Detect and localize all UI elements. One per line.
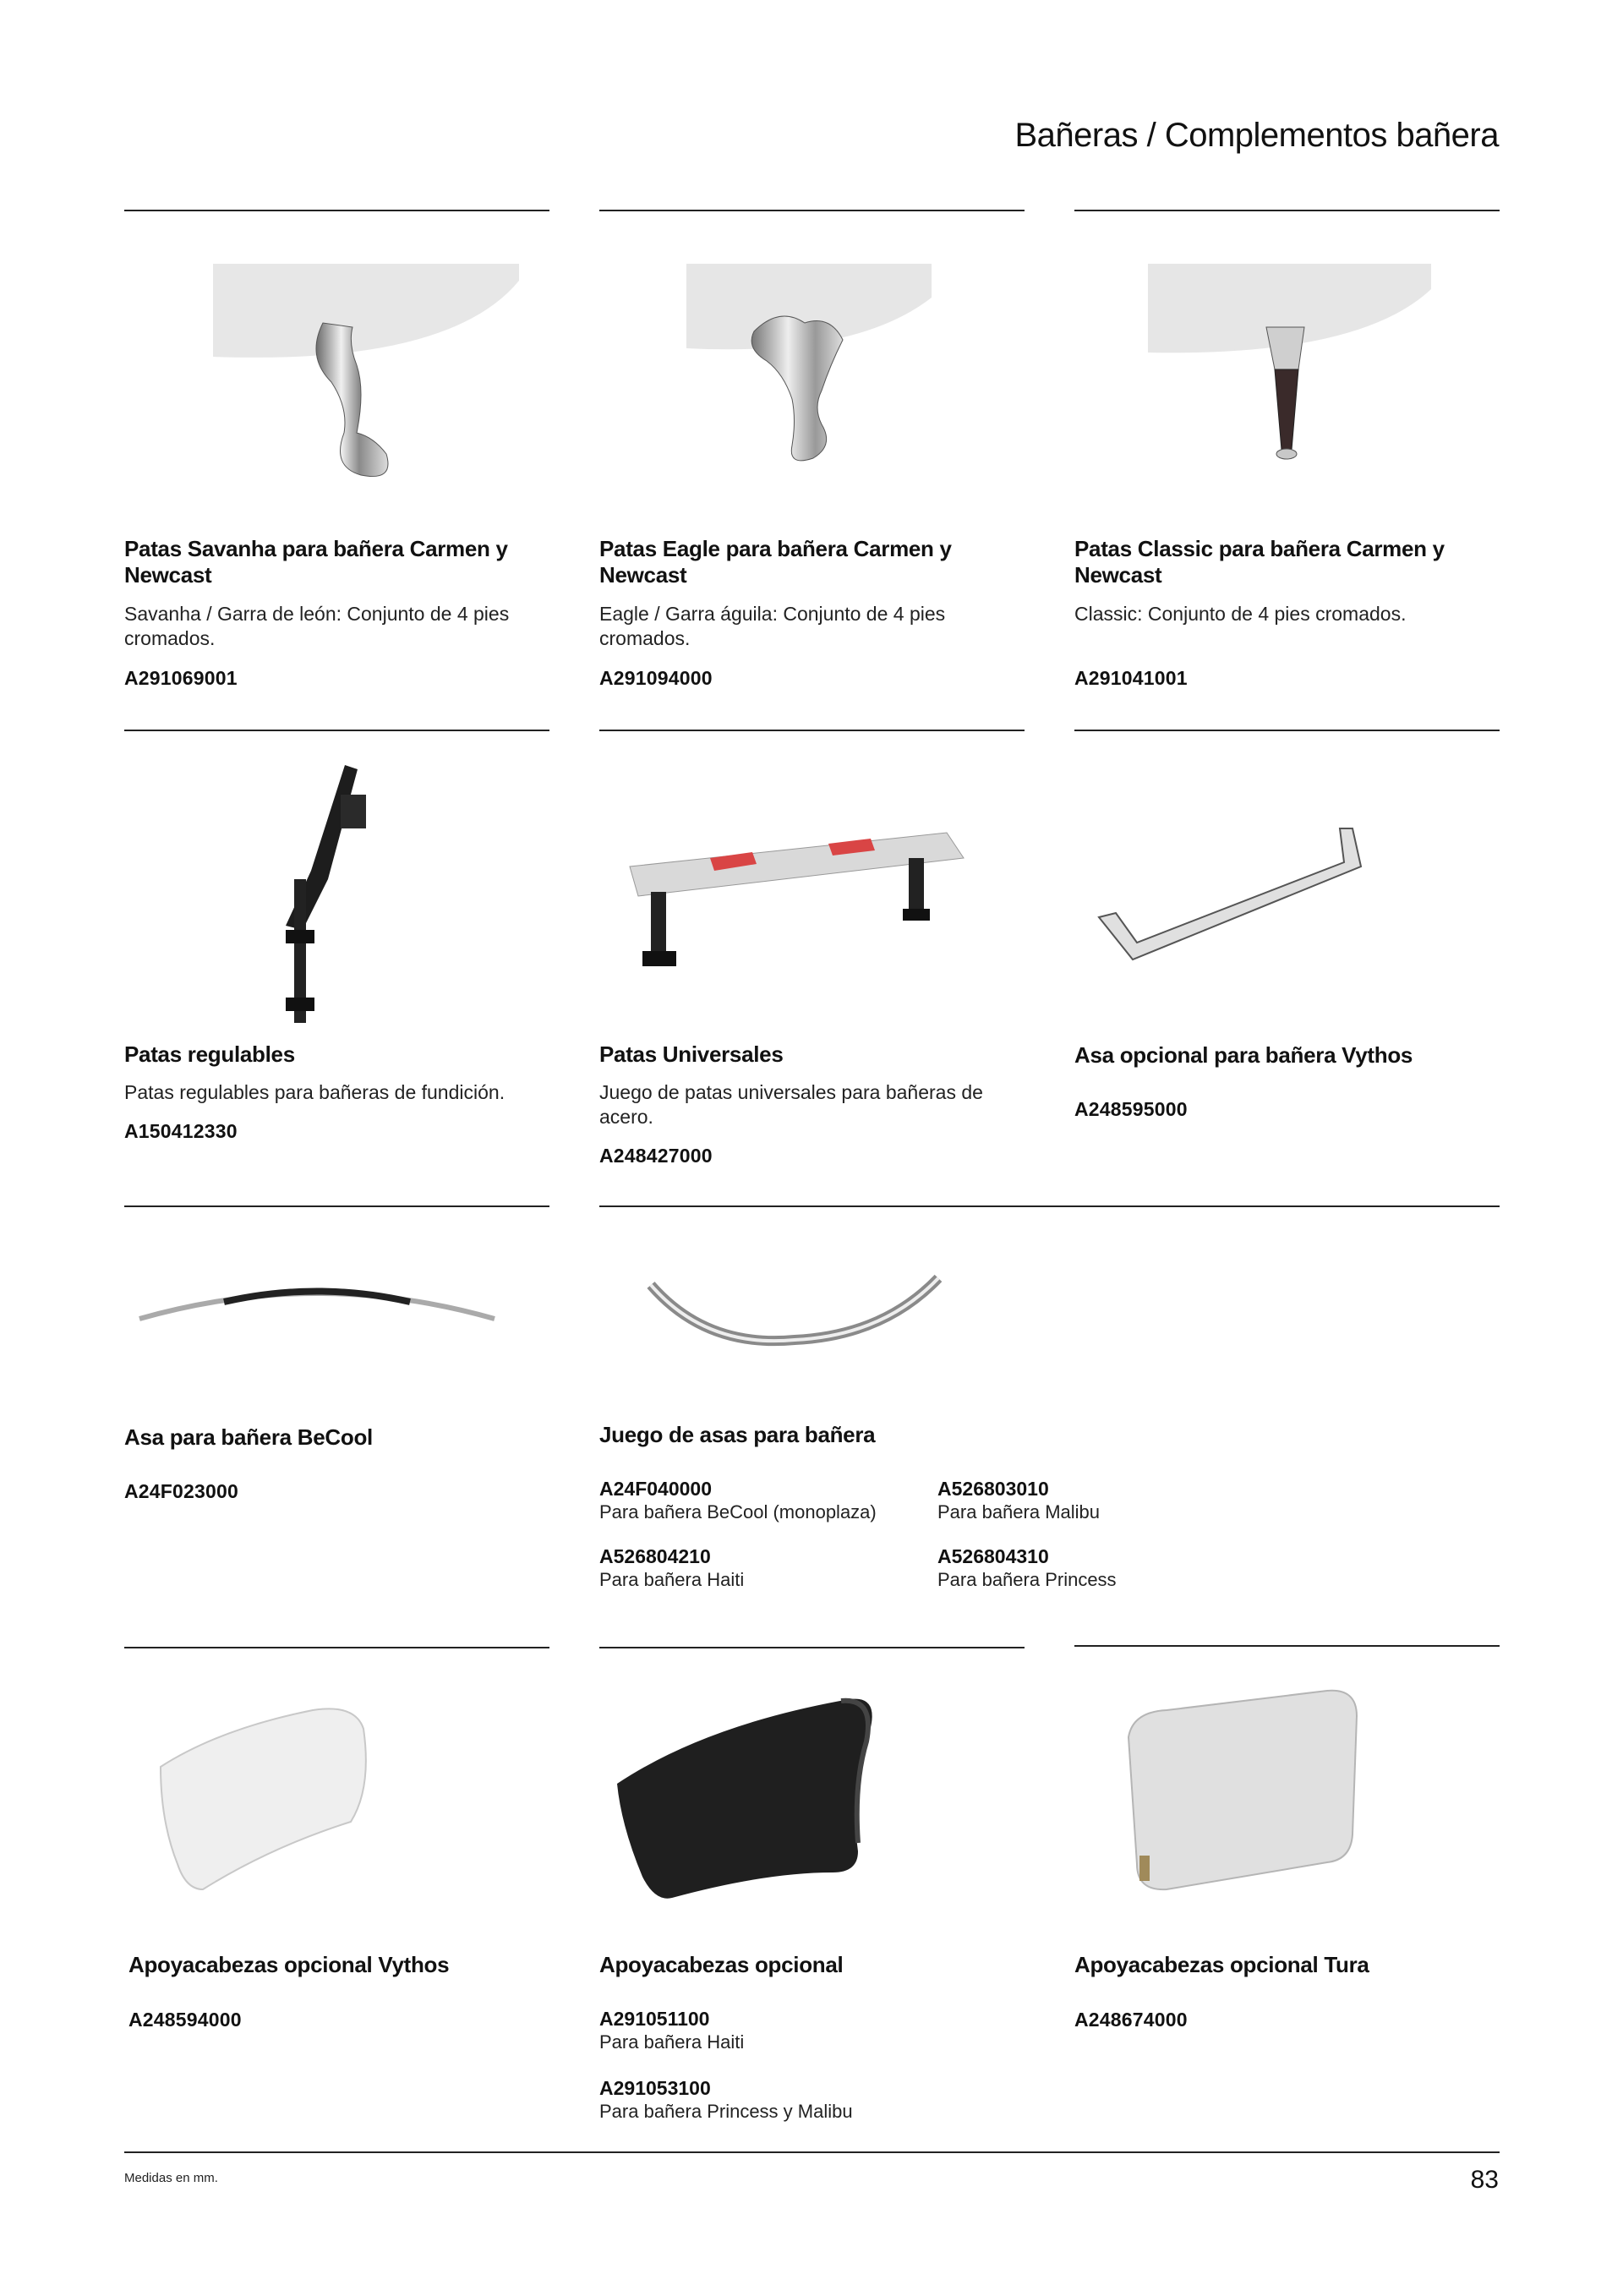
product-code: A150412330 xyxy=(124,1120,238,1142)
footer-note: Medidas en mm. xyxy=(124,2171,218,2185)
page-number: 83 xyxy=(1470,2166,1499,2194)
handle-set-image xyxy=(647,1268,943,1348)
vythos-headrest-image xyxy=(152,1695,372,1898)
savanha-feet-image xyxy=(213,264,519,485)
page-title: Bañeras / Complementos bañera xyxy=(1014,117,1499,154)
product-title: Patas regulables xyxy=(124,1041,295,1067)
product-code: A291053100 xyxy=(599,2077,711,2099)
divider xyxy=(599,730,1025,731)
divider xyxy=(124,210,549,211)
product-code: A248595000 xyxy=(1074,1098,1188,1120)
code-entry xyxy=(599,2008,744,2053)
product-code: A291051100 xyxy=(599,2008,710,2030)
universal-feet-image xyxy=(617,812,972,998)
product-note: Para bañera Princess xyxy=(937,1569,1117,1590)
product-code: A526804210 xyxy=(599,1545,711,1567)
code-entry xyxy=(937,1478,1100,1523)
product-description: Savanha / Garra de león: Conjunto de 4 pies cromados. xyxy=(124,603,510,649)
code-entry xyxy=(599,1545,744,1591)
product-title: Patas Classic para bañera Carmen y Newcast xyxy=(1074,536,1445,588)
adjustable-feet-image xyxy=(218,761,455,1040)
product-description: Juego de patas universales para bañeras de acero. xyxy=(599,1081,983,1128)
tura-headrest-image xyxy=(1116,1686,1369,1923)
product-note: Para bañera Haiti xyxy=(599,1569,745,1590)
product-description: Patas regulables para bañeras de fundición. xyxy=(124,1081,505,1103)
divider xyxy=(1074,210,1500,211)
code-entry xyxy=(937,1545,1117,1591)
product-title: Patas Savanha para bañera Carmen y Newcast xyxy=(124,536,508,588)
product-title: Apoyacabezas opcional Tura xyxy=(1074,1952,1369,1977)
product-title: Patas Universales xyxy=(599,1041,784,1067)
product-note: Para bañera Haiti xyxy=(599,2031,745,2053)
product-code: A248594000 xyxy=(128,2009,242,2031)
vythos-handle-image xyxy=(1082,816,1403,985)
product-code: A24F023000 xyxy=(124,1480,238,1502)
product-note: Para bañera Princess y Malibu xyxy=(599,2101,853,2122)
classic-feet-image xyxy=(1148,264,1431,505)
product-title: Apoyacabezas opcional Vythos xyxy=(128,1952,450,1977)
becool-handle-image xyxy=(131,1276,503,1336)
product-title: Asa opcional para bañera Vythos xyxy=(1074,1042,1413,1068)
divider xyxy=(124,730,549,731)
divider xyxy=(124,1205,549,1207)
divider xyxy=(1074,730,1500,731)
product-code: A248427000 xyxy=(599,1145,713,1167)
divider xyxy=(1074,1645,1500,1647)
footer-divider xyxy=(124,2151,1500,2153)
product-code: A526804310 xyxy=(937,1545,1049,1567)
product-code: A24F040000 xyxy=(599,1478,712,1500)
product-code: A526803010 xyxy=(937,1478,1049,1500)
divider xyxy=(124,1647,549,1648)
product-note: Para bañera BeCool (monoplaza) xyxy=(599,1501,877,1522)
divider xyxy=(599,1647,1025,1648)
product-note: Para bañera Malibu xyxy=(937,1501,1101,1522)
product-description: Eagle / Garra águila: Conjunto de 4 pies cromados. xyxy=(599,603,946,649)
product-code: A291041001 xyxy=(1074,667,1188,689)
divider xyxy=(599,1205,1500,1207)
product-code: A248674000 xyxy=(1074,2009,1188,2031)
product-title: Patas Eagle para bañera Carmen y Newcast xyxy=(599,536,952,588)
product-title: Apoyacabezas opcional xyxy=(599,1952,844,1977)
product-description: Classic: Conjunto de 4 pies cromados. xyxy=(1074,603,1407,625)
product-code: A291069001 xyxy=(124,667,238,689)
product-code: A291094000 xyxy=(599,667,713,689)
product-title: Asa para bañera BeCool xyxy=(124,1424,373,1450)
product-title: Juego de asas para bañera xyxy=(599,1422,876,1447)
eagle-feet-image xyxy=(686,264,932,477)
code-entry xyxy=(599,2077,853,2123)
divider xyxy=(599,210,1025,211)
headrest-image xyxy=(604,1691,934,1919)
code-entry xyxy=(599,1478,877,1523)
